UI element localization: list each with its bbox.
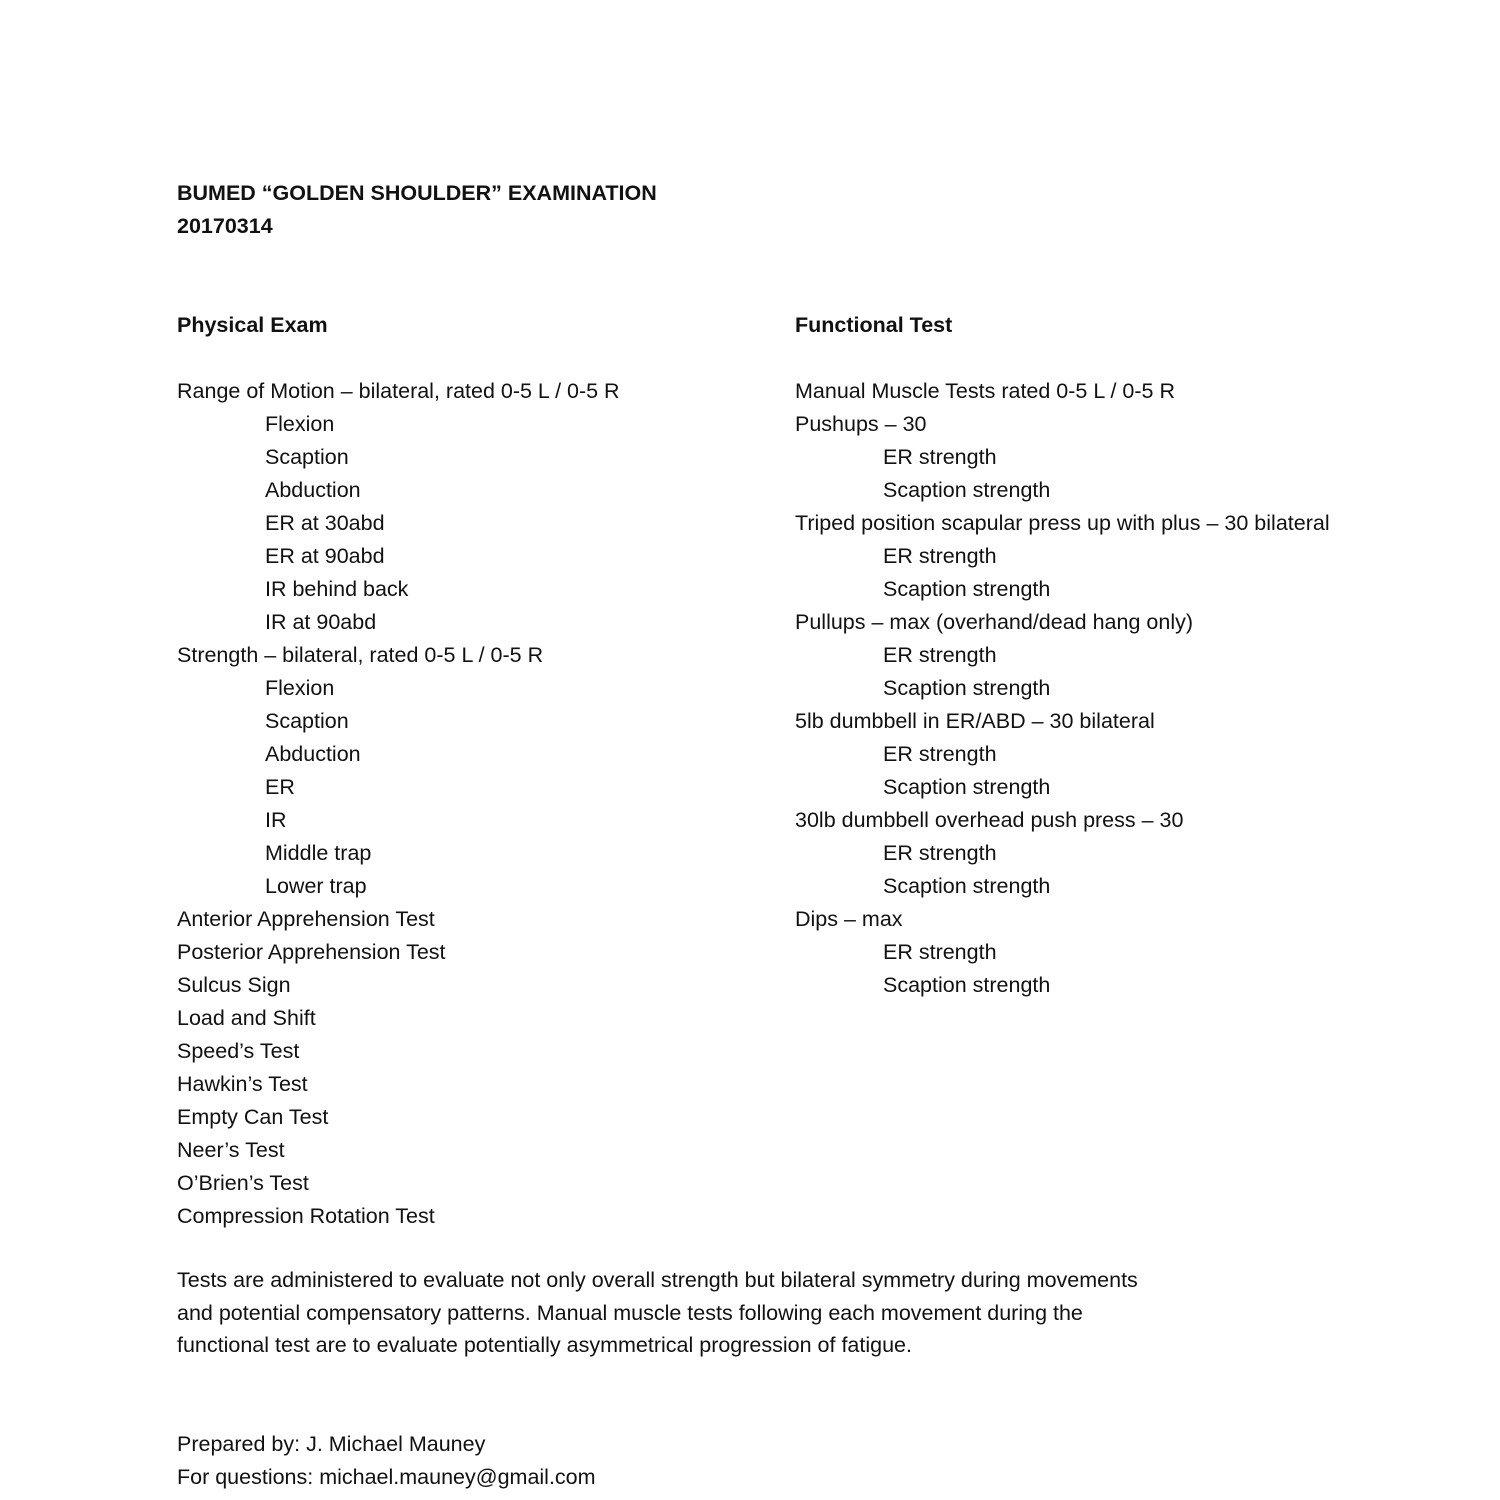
notes-line: and potential compensatory patterns. Manual muscle tests following each movement during the: [177, 1300, 1083, 1325]
list-item: O’Brien’s Test: [177, 1171, 309, 1195]
prepared-by: Prepared by: J. Michael Mauney: [177, 1432, 486, 1456]
sub-list-item: Lower trap: [265, 874, 367, 898]
sub-list-item: ER strength: [883, 742, 997, 766]
sub-list-item: IR at 90abd: [265, 610, 377, 634]
sub-list-item: ER strength: [883, 445, 997, 469]
notes-paragraph: [177, 1264, 1138, 1362]
sub-list-item: Abduction: [265, 478, 361, 502]
list-item: Neer’s Test: [177, 1138, 285, 1162]
sub-list-item: Scaption strength: [883, 775, 1051, 799]
document-date: 20170314: [177, 214, 273, 238]
list-item: Pullups – max (overhand/dead hang only): [795, 610, 1194, 634]
notes-line: functional test are to evaluate potentially asymmetrical progression of fatigue.: [177, 1333, 912, 1357]
functional-test-list: [795, 375, 1335, 1002]
sub-list-item: Middle trap: [265, 841, 372, 865]
list-item: Strength – bilateral, rated 0-5 L / 0-5 R: [177, 643, 544, 667]
functional-test-heading: Functional Test: [795, 313, 953, 337]
sub-list-item: ER strength: [883, 940, 997, 964]
sub-list-item: ER strength: [883, 643, 997, 667]
physical-exam-list: [177, 375, 757, 1233]
list-item: Anterior Apprehension Test: [177, 907, 435, 931]
notes-line: Tests are administered to evaluate not only overall strength but bilateral symmetry during movements: [177, 1268, 1138, 1292]
list-item: 30lb dumbbell overhead push press – 30: [795, 808, 1184, 832]
sub-list-item: ER at 30abd: [265, 511, 385, 535]
sub-list-item: Scaption strength: [883, 973, 1051, 997]
sub-list-item: Scaption strength: [883, 577, 1051, 601]
sub-list-item: Scaption: [265, 445, 349, 469]
list-item: Compression Rotation Test: [177, 1204, 435, 1228]
list-item: Speed’s Test: [177, 1039, 300, 1063]
sub-list-item: ER at 90abd: [265, 544, 385, 568]
list-item: Hawkin’s Test: [177, 1072, 308, 1096]
sub-list-item: ER strength: [883, 544, 997, 568]
list-item: Range of Motion – bilateral, rated 0-5 L / 0-5 R: [177, 379, 620, 403]
sub-list-item: Scaption strength: [883, 874, 1051, 898]
sub-list-item: Flexion: [265, 412, 335, 436]
sub-list-item: IR: [265, 808, 287, 832]
physical-exam-heading: Physical Exam: [177, 313, 328, 337]
list-item: Sulcus Sign: [177, 973, 291, 997]
sub-list-item: Scaption strength: [883, 676, 1051, 700]
sub-list-item: ER strength: [883, 841, 997, 865]
sub-list-item: Abduction: [265, 742, 361, 766]
list-item: Pushups – 30: [795, 412, 927, 436]
document-title: BUMED “GOLDEN SHOULDER” EXAMINATION: [177, 181, 657, 205]
sub-list-item: Flexion: [265, 676, 335, 700]
list-item: Triped position scapular press up with plus – 30 bilateral: [795, 511, 1330, 535]
sub-list-item: IR behind back: [265, 577, 409, 601]
contact-email: For questions: michael.mauney@gmail.com: [177, 1465, 596, 1489]
list-item: Manual Muscle Tests rated 0-5 L / 0-5 R: [795, 379, 1176, 403]
list-item: Dips – max: [795, 907, 903, 931]
sub-list-item: Scaption: [265, 709, 349, 733]
list-item: Posterior Apprehension Test: [177, 940, 446, 964]
list-item: Load and Shift: [177, 1006, 316, 1030]
sub-list-item: Scaption strength: [883, 478, 1051, 502]
list-item: Empty Can Test: [177, 1105, 329, 1129]
list-item: 5lb dumbbell in ER/ABD – 30 bilateral: [795, 709, 1155, 733]
sub-list-item: ER: [265, 775, 295, 799]
